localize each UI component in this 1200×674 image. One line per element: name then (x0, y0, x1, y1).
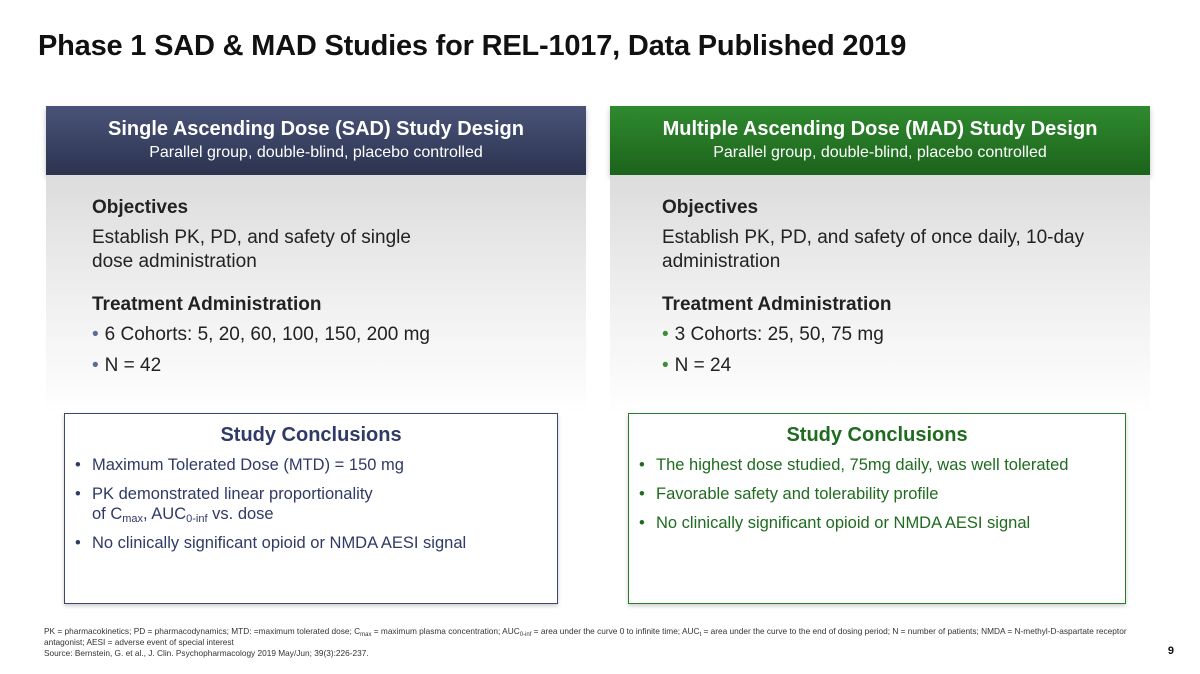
bullet-icon: • (662, 324, 669, 345)
footnote-sub-t: t (699, 632, 702, 638)
mad-banner-subtitle: Parallel group, double-blind, placebo controlled (713, 144, 1047, 161)
bullet-icon: • (75, 456, 81, 474)
mad-conclusions-box (628, 413, 1126, 604)
sad-objectives-heading: Objectives (92, 197, 189, 218)
sad-treatment-list (92, 323, 586, 378)
sad-banner-subtitle: Parallel group, double-blind, placebo controlled (149, 144, 483, 161)
bullet-icon: • (92, 355, 99, 376)
mad-objectives-text: Establish PK, PD, and safety of once daily, 10-day administration (662, 227, 1085, 272)
sad-conclusion-pk-line1: PK demonstrated linear proportionality (92, 485, 373, 503)
footnote-sub-max: max (360, 632, 372, 638)
bullet-icon: • (662, 355, 669, 376)
mad-treatment-cohorts: 3 Cohorts: 25, 50, 75 mg (674, 324, 884, 345)
sad-conclusions-title: Study Conclusions (220, 424, 402, 446)
mad-banner-title: Multiple Ascending Dose (MAD) Study Design (662, 118, 1098, 140)
footnote (44, 626, 1134, 659)
sad-column (46, 106, 586, 415)
bullet-icon: • (75, 485, 81, 503)
page-number: 9 (1167, 645, 1174, 657)
slide-title: Phase 1 SAD & MAD Studies for REL-1017, Data Published 2019 (38, 30, 907, 62)
footnote-text-2: = maximum plasma concentration; AUC (371, 626, 520, 636)
list-item (639, 513, 1125, 533)
sad-conclusion-pk-sub-inf: 0-inf (186, 513, 208, 525)
bullet-icon: • (92, 324, 99, 345)
list-item (92, 323, 586, 347)
sad-objectives-text: Establish PK, PD, and safety of single dose administration (92, 227, 411, 272)
list-item (75, 533, 557, 553)
mad-design-panel (610, 175, 1150, 415)
footnote-text-1: PK = pharmacokinetics; PD = pharmacodynamics; MTD: =maximum tolerated dose; C (44, 626, 361, 636)
sad-conclusion-aesi: No clinically significant opioid or NMDA AESI signal (92, 534, 467, 552)
sad-design-panel (46, 175, 586, 415)
sad-conclusion-pk-pre: of C (92, 505, 123, 523)
footnote-text-3: = area under the curve 0 to infinite time; AUC (531, 626, 700, 636)
mad-conclusions-list (639, 455, 1125, 533)
sad-conclusion-pk-mid: , AUC (143, 505, 187, 523)
footnote-sub-inf: 0-inf (519, 632, 532, 638)
mad-conclusion-aesi: No clinically significant opioid or NMDA AESI signal (656, 514, 1031, 532)
list-item (662, 354, 1150, 378)
bullet-icon: • (639, 456, 645, 474)
sad-treatment-n: N = 42 (104, 355, 162, 376)
bullet-icon: • (75, 534, 81, 552)
list-item (639, 455, 1079, 475)
list-item (75, 455, 557, 475)
sad-treatment-heading: Treatment Administration (92, 294, 322, 315)
list-item (75, 484, 557, 524)
sad-banner (46, 106, 586, 175)
sad-conclusion-pk-post: vs. dose (207, 505, 274, 523)
source-citation: Source: Bernstein, G. et al., J. Clin. Psychopharmacology 2019 May/Jun; 39(3):226-237. (44, 648, 369, 658)
list-item (92, 354, 586, 378)
mad-treatment-heading: Treatment Administration (662, 294, 892, 315)
list-item (662, 323, 1150, 347)
sad-banner-title: Single Ascending Dose (SAD) Study Design (108, 118, 524, 140)
mad-treatment-n: N = 24 (674, 355, 732, 376)
mad-banner (610, 106, 1150, 175)
mad-treatment-list (662, 323, 1150, 378)
footnote-text-4: = area under the curve to the end of dosing period; N = number of patients; NMDA = N-methyl-D-aspartate receptor antagonist; AESI = adverse event of special interest (44, 626, 1127, 647)
mad-objectives-heading: Objectives (662, 197, 759, 218)
sad-treatment-cohorts: 6 Cohorts: 5, 20, 60, 100, 150, 200 mg (104, 324, 430, 345)
sad-conclusion-mtd: Maximum Tolerated Dose (MTD) = 150 mg (92, 456, 404, 474)
list-item (639, 484, 1125, 504)
mad-conclusions-title: Study Conclusions (786, 424, 968, 446)
mad-conclusion-dose: The highest dose studied, 75mg daily, was well tolerated (656, 456, 1069, 474)
mad-conclusion-safety: Favorable safety and tolerability profile (656, 485, 939, 503)
sad-conclusions-box (64, 413, 558, 604)
sad-conclusions-list (75, 455, 557, 553)
sad-conclusion-pk-sub-max: max (122, 513, 144, 525)
bullet-icon: • (639, 514, 645, 532)
abbreviations-note (44, 626, 1134, 647)
mad-column (610, 106, 1150, 415)
bullet-icon: • (639, 485, 645, 503)
